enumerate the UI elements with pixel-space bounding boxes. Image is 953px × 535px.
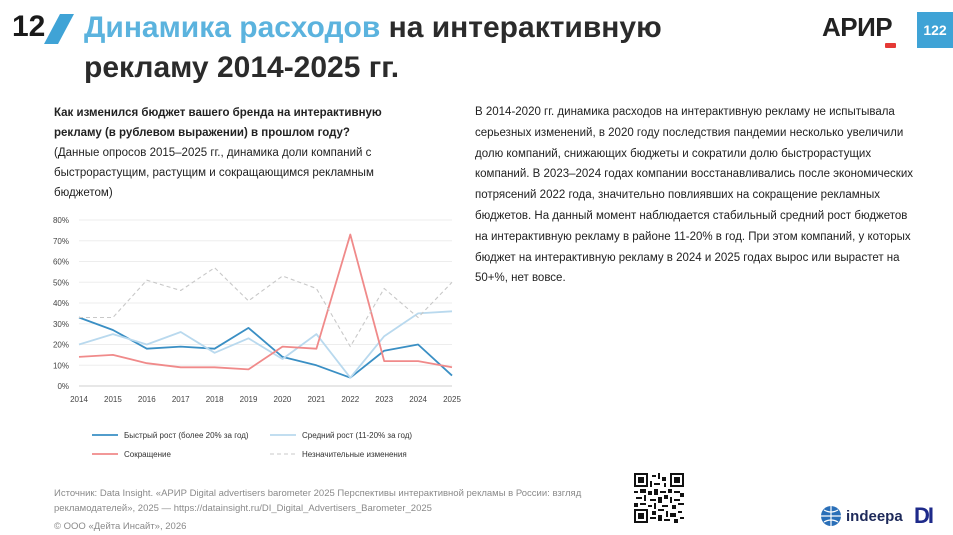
title-accent: Динамика расходов [84, 11, 381, 44]
chart-legend [92, 431, 412, 459]
y-tick-label: 10% [52, 361, 69, 371]
legend-label: Незначительные изменения [302, 450, 407, 459]
description-text: В 2014-2020 гг. динамика расходов на интерактивную рекламу не испытывала серьезных изменений, в 2020 году последствия пандемии несколько увеличили долю компаний, снижающих бюджеты и сократили долю быстрорастущих компаний. В 2023–2024 годах компании восстанавливались после экономических потрясений 2022 года, значительно повлиявших на сокращение рекламных бюджетов. На данный момент наблюдается стабильный средний рост бюджетов на интерактивную рекламу в районе 11-20% в год. При этом компаний, у которых бюджет на интерактивную рекламу в 2024 и 2025 годах вырос или вырастет на 50+%, нет вовсе. [475, 106, 914, 285]
y-tick-label: 70% [52, 236, 69, 246]
y-tick-label: 40% [52, 299, 69, 308]
page-title [84, 8, 784, 88]
y-tick-label: 80% [52, 216, 69, 225]
x-tick-label: 2022 [341, 395, 360, 404]
x-tick-label: 2019 [239, 395, 258, 404]
series-line-4 [79, 268, 452, 347]
title-rest: на интерактивную рекламу 2014-2025 гг. [84, 11, 662, 84]
qr-code [634, 473, 684, 523]
title-slash-decoration [44, 14, 74, 44]
indeepa-logo-text: indeepa [846, 507, 903, 525]
source-note: Источник: Data Insight. «АРИР Digital advertisers barometer 2025 Перспективы интерактивной рекламы в России: взгляд рекламодателей», 2025 — https://datainsight.ru/DI_Digital_Advertisers_Barometer_2025 [54, 488, 582, 514]
x-tick-label: 2018 [205, 395, 224, 404]
x-tick-label: 2014 [70, 395, 88, 404]
y-tick-label: 30% [52, 319, 69, 329]
x-tick-label: 2024 [409, 395, 427, 404]
data-insight-logo: DI [914, 503, 932, 528]
y-tick-label: 0% [57, 382, 69, 391]
y-tick-label: 50% [52, 278, 69, 288]
x-tick-label: 2020 [273, 395, 292, 404]
arir-logo [822, 12, 892, 43]
indeepa-globe-icon [820, 505, 842, 527]
x-tick-label: 2023 [375, 395, 394, 404]
question-note: (Данные опросов 2015–2025 гг., динамика доли компаний с быстрорастущим, растущим и сокращающимся рекламным бюджетом) [54, 147, 374, 199]
y-tick-label: 20% [52, 340, 69, 350]
chart-question [54, 103, 394, 203]
page-number-badge: 122 [917, 12, 953, 48]
indeepa-logo [820, 505, 903, 527]
x-tick-label: 2015 [104, 395, 122, 404]
chart-series [79, 235, 452, 378]
arir-logo-dot [885, 43, 896, 48]
question-bold: Как изменился бюджет вашего бренда на интерактивную рекламу (в рублевом выражении) в прошлом году? [54, 107, 382, 139]
line-chart [40, 212, 480, 462]
x-axis [70, 395, 461, 404]
copyright: © ООО «Дейта Инсайт», 2026 [54, 521, 187, 532]
x-tick-label: 2021 [307, 395, 326, 404]
arir-logo-text: АРИР [822, 12, 893, 42]
legend-label: Средний рост (11-20% за год) [302, 431, 413, 440]
x-tick-label: 2016 [137, 395, 156, 404]
y-tick-label: 60% [52, 257, 69, 267]
slide-number: 12 [12, 10, 46, 43]
x-tick-label: 2025 [443, 395, 461, 404]
x-tick-label: 2017 [171, 395, 190, 404]
legend-label: Сокращение [124, 450, 171, 459]
legend-label: Быстрый рост (более 20% за год) [124, 431, 249, 440]
y-axis [53, 216, 69, 391]
